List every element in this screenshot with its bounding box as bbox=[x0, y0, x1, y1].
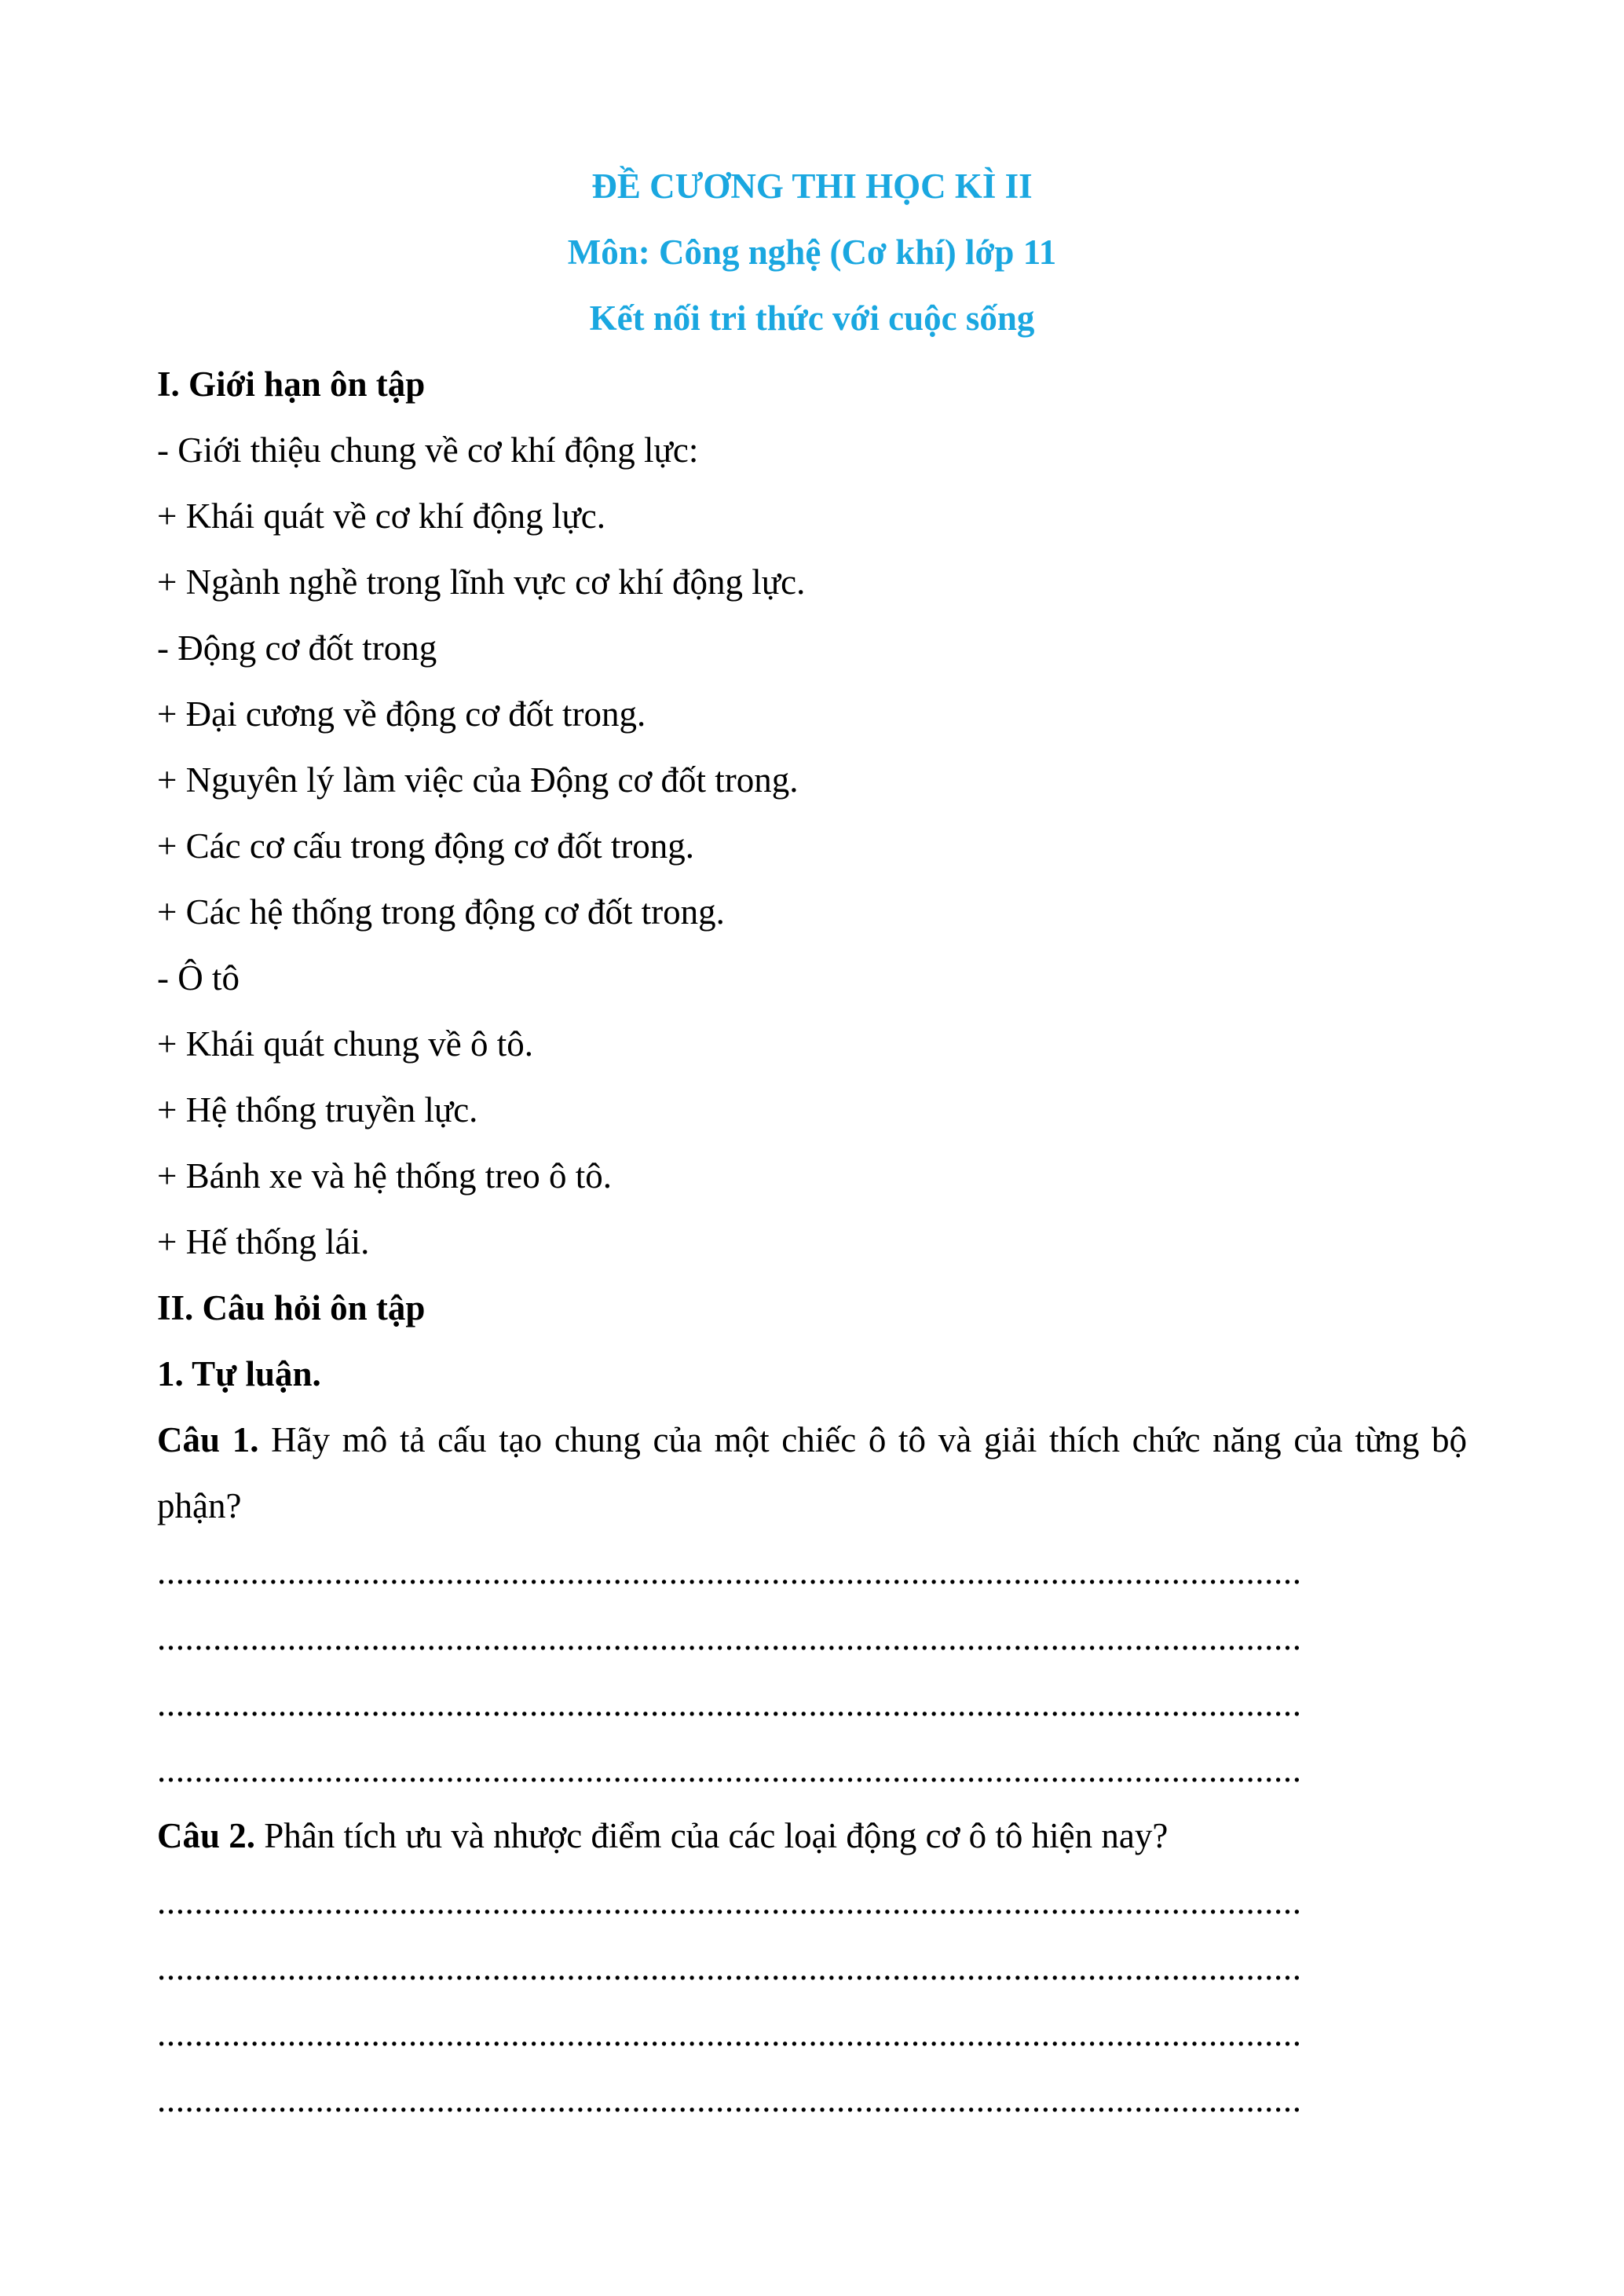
list-item: + Hế thống lái. bbox=[157, 1222, 370, 1262]
list-item: + Đại cương về động cơ đốt trong. bbox=[157, 694, 646, 734]
list-item: + Nguyên lý làm việc của Động cơ đốt trong. bbox=[157, 760, 799, 800]
section-1-heading: I. Giới hạn ôn tập bbox=[157, 364, 426, 404]
list-item: + Các cơ cấu trong động cơ đốt trong. bbox=[157, 826, 695, 866]
question-2 bbox=[157, 1803, 1467, 1869]
list-item: + Ngành nghề trong lĩnh vực cơ khí động lực. bbox=[157, 562, 806, 602]
list-item: + Khái quát chung về ô tô. bbox=[157, 1024, 534, 1064]
answer-line[interactable]: ........................................................................................................................... bbox=[157, 1684, 1302, 1723]
document-subject: Môn: Công nghệ (Cơ khí) lớp 11 bbox=[567, 233, 1057, 272]
document-title: ĐỀ CƯƠNG THI HỌC KÌ II bbox=[591, 167, 1033, 206]
question-2-label: Câu 2. bbox=[157, 1816, 256, 1855]
list-item: + Bánh xe và hệ thống treo ô tô. bbox=[157, 1156, 613, 1196]
list-item: - Giới thiệu chung về cơ khí động lực: bbox=[157, 430, 699, 470]
question-1-text: Hãy mô tả cấu tạo chung của một chiếc ô tô và giải thích chức năng của từng bộ phận? bbox=[157, 1420, 1467, 1525]
question-1-label: Câu 1. bbox=[157, 1420, 259, 1459]
question-2-text: Phân tích ưu và nhược điểm của các loại động cơ ô tô hiện nay? bbox=[255, 1816, 1169, 1855]
list-item: + Các hệ thống trong động cơ đốt trong. bbox=[157, 892, 725, 932]
answer-line[interactable]: ........................................................................................................................... bbox=[157, 1618, 1302, 1657]
question-1 bbox=[157, 1407, 1467, 1539]
essay-subheading: 1. Tự luận. bbox=[157, 1354, 321, 1393]
document-series: Kết nối tri thức với cuộc sống bbox=[589, 298, 1035, 338]
answer-line[interactable]: ........................................................................................................................... bbox=[157, 1882, 1302, 1921]
list-item: + Hệ thống truyền lực. bbox=[157, 1090, 478, 1130]
section-2-heading: II. Câu hỏi ôn tập bbox=[157, 1288, 426, 1327]
list-item: + Khái quát về cơ khí động lực. bbox=[157, 496, 605, 536]
answer-line[interactable]: ........................................................................................................................... bbox=[157, 1750, 1302, 1789]
list-item: - Động cơ đốt trong bbox=[157, 628, 437, 668]
answer-line[interactable]: ........................................................................................................................... bbox=[157, 2014, 1302, 2053]
answer-line[interactable]: ........................................................................................................................... bbox=[157, 1552, 1302, 1591]
list-item: - Ô tô bbox=[157, 958, 240, 998]
document-page bbox=[157, 153, 1467, 2133]
answer-line[interactable]: ........................................................................................................................... bbox=[157, 1948, 1302, 1987]
answer-line[interactable]: ........................................................................................................................... bbox=[157, 2080, 1302, 2119]
